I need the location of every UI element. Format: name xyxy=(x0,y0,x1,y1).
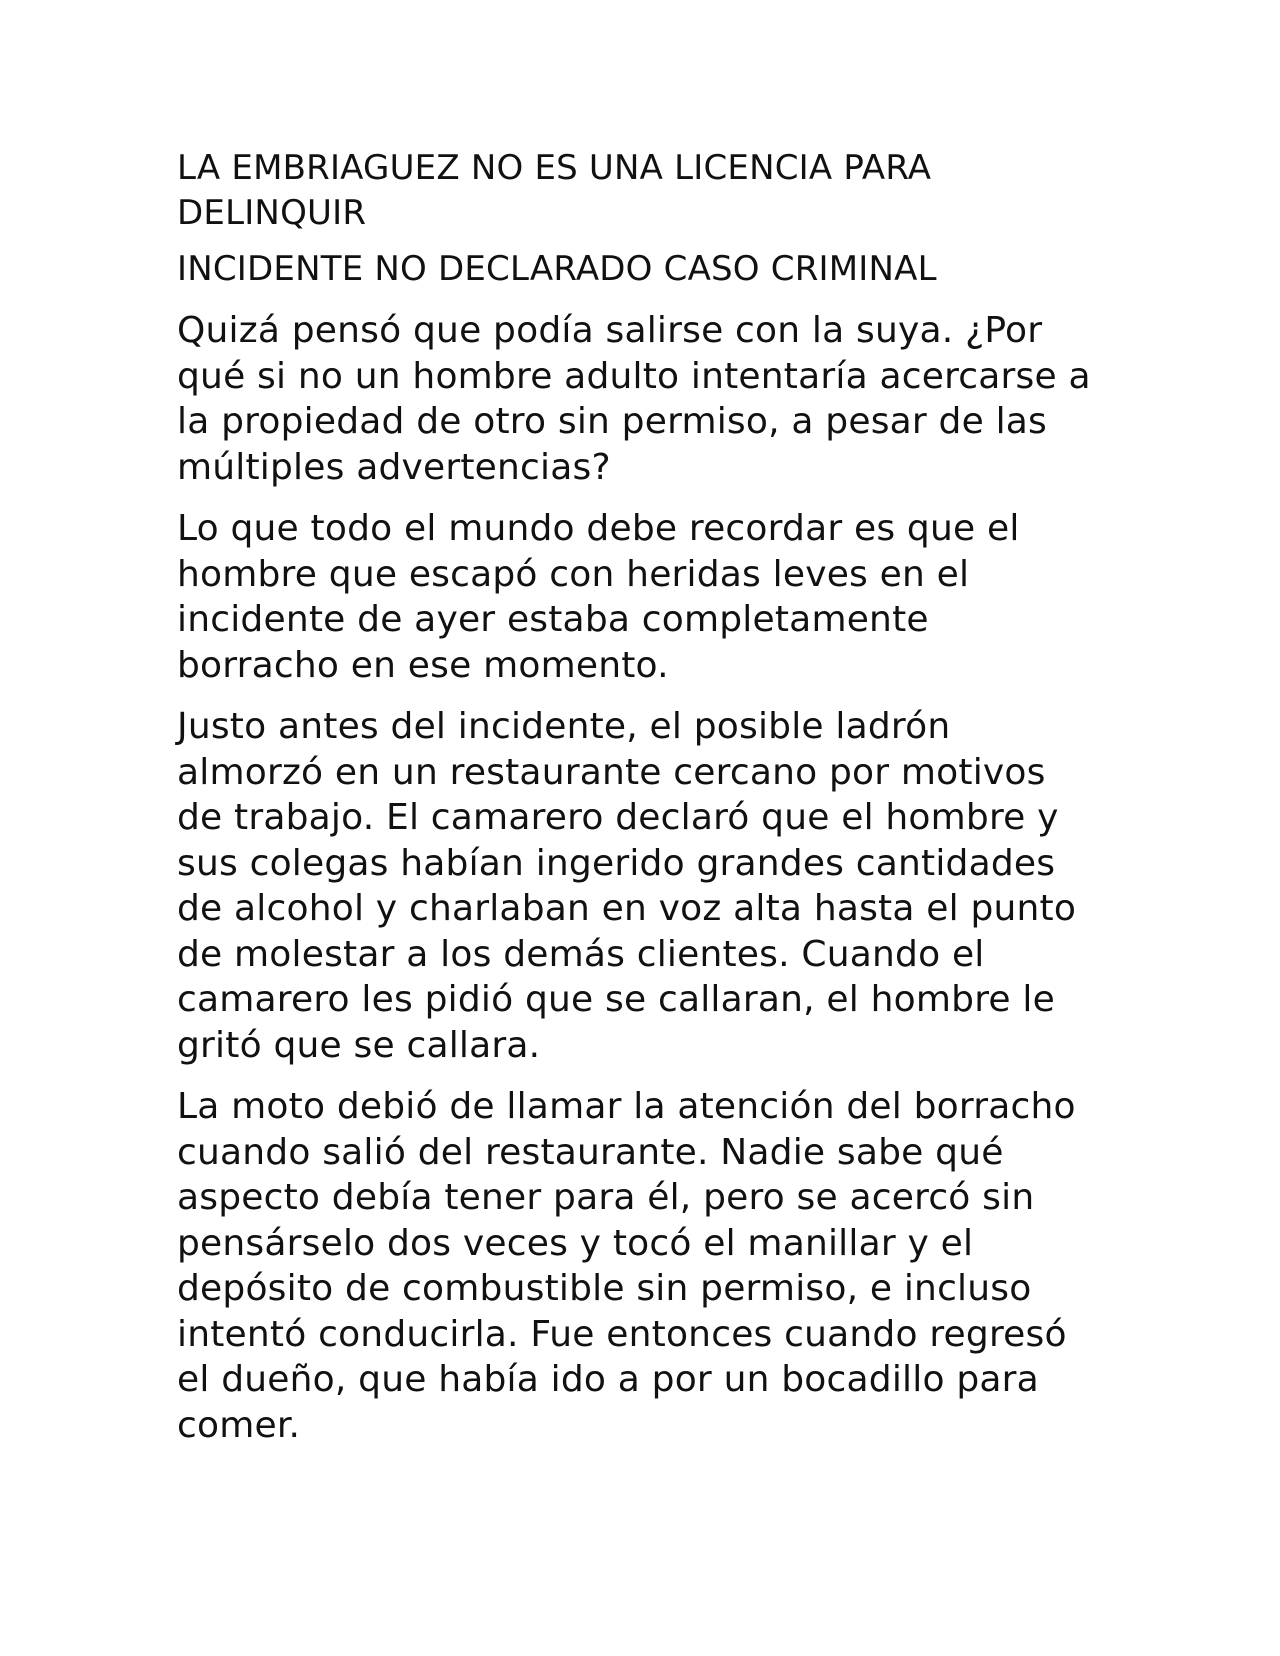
paragraph-1: Quizá pensó que podía salirse con la suya. ¿Por qué si no un hombre adulto intentaría acercarse a la propiedad de otro sin permiso, a pesar de las múltiples advertencias? xyxy=(177,310,1091,488)
paragraph-4: La moto debió de llamar la atención del borracho cuando salió del restaurante. Nadie sabe qué aspecto debía tener para él, pero se acercó sin pensárselo dos veces y tocó el manillar y el depósito de combustible sin permiso, e incluso intentó conducirla. Fue entonces cuando regresó el dueño, que había ido a por un bocadillo para comer. xyxy=(177,1086,1076,1446)
paragraph-3: Justo antes del incidente, el posible ladrón almorzó en un restaurante cercano por motivos de trabajo. El camarero declaró que el hombre y sus colegas habían ingerido grandes cantidades de alcohol y charlaban en voz alta hasta el punto de molestar a los demás clientes. Cuando el camarero les pidió que se callaran, el hombre le gritó que se callara. xyxy=(177,706,1077,1066)
document-title: LA EMBRIAGUEZ NO ES UNA LICENCIA PARA DELINQUIR xyxy=(177,148,932,233)
document-subtitle: INCIDENTE NO DECLARADO CASO CRIMINAL xyxy=(177,249,937,289)
document-page xyxy=(177,146,1102,1448)
paragraph-2: Lo que todo el mundo debe recordar es que el hombre que escapó con heridas leves en el incidente de ayer estaba completamente borracho en ese momento. xyxy=(177,508,1020,686)
